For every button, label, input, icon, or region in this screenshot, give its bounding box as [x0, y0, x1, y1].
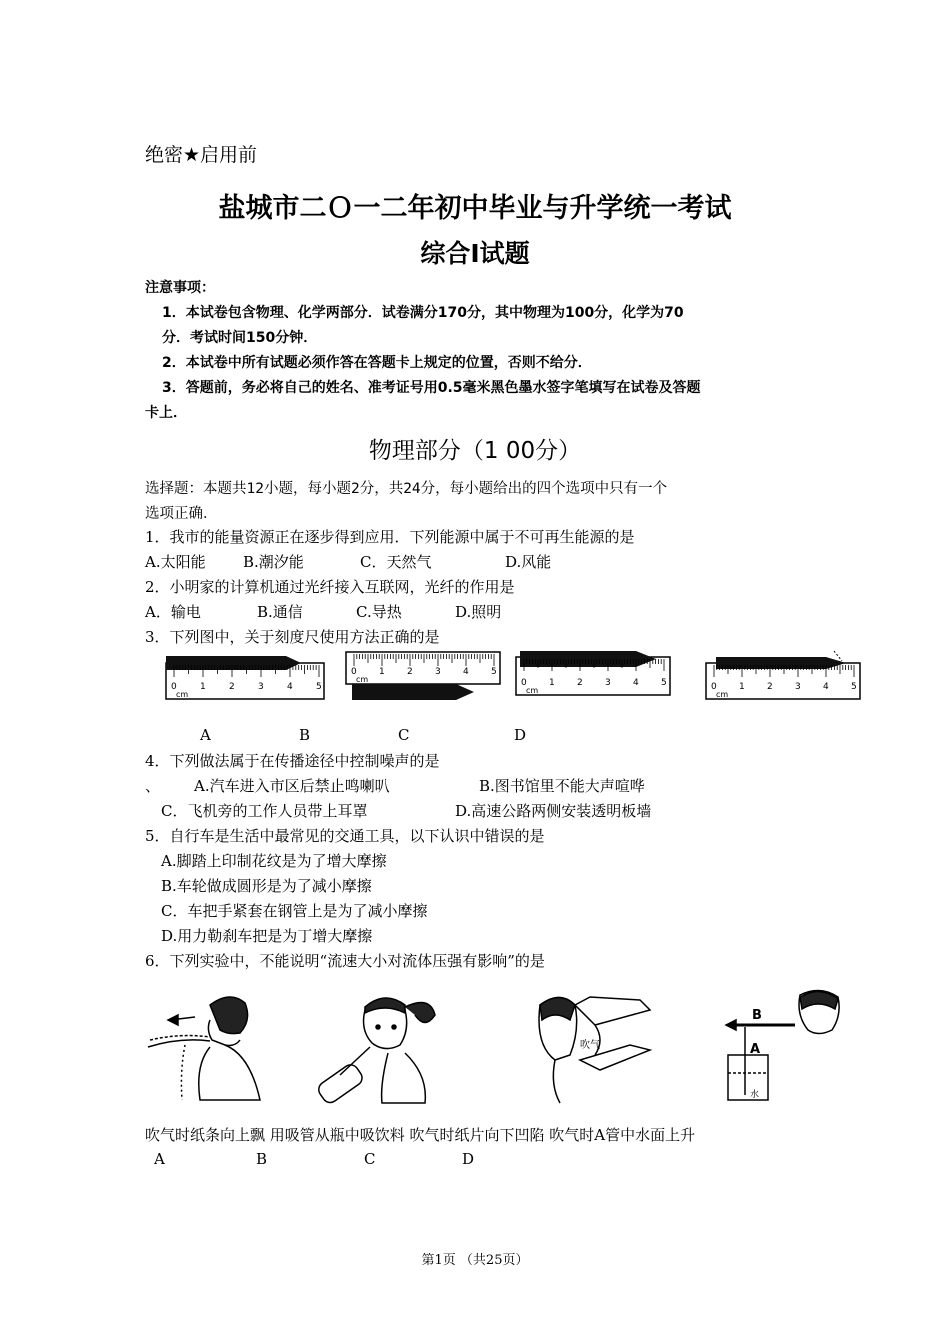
ruler-unit-label: cm	[716, 690, 729, 699]
secret-label: 绝密★启用前	[145, 144, 258, 166]
ruler-tick-label: 4	[463, 667, 469, 677]
figure-label-c: C	[398, 726, 410, 744]
ruler-unit-label: cm	[176, 690, 189, 699]
notice-line: 3．答题前，务必将自己的姓名、准考证号用0.5毫米黑色墨水签字笔填写在试卷及答题	[162, 380, 701, 396]
option-a: A.脚踏上印制花纹是为了增大摩擦	[161, 852, 387, 870]
figure-label-a: A	[154, 1150, 165, 1168]
ruler-tick-label: 5	[491, 667, 497, 677]
option-b: B.通信	[257, 603, 303, 621]
picture-b-sip-bottle	[316, 998, 435, 1106]
figure-label-c: C	[364, 1150, 376, 1168]
page-footer: 第1页 （共25页）	[421, 1253, 529, 1268]
picture-c-blow-card	[539, 997, 650, 1103]
figure-captions: 吹气时纸条向上飘 用吸管从瓶中吸饮料 吹气时纸片向下凹陷 吹气时A管中水面上升	[145, 1126, 696, 1144]
ruler-tick-label: 4	[287, 682, 293, 692]
exam-title: 盐城市二Ｏ一二年初中毕业与升学统一考试	[218, 193, 732, 224]
ruler-a	[166, 656, 324, 699]
option-b: B.车轮做成圆形是为了减小摩擦	[161, 877, 372, 895]
ruler-b	[346, 652, 500, 700]
question-stem: 2．小明家的计算机通过光纤接入互联网，光纤的作用是	[145, 578, 515, 596]
ruler-tick-label: 5	[851, 682, 857, 692]
picture-c-label: 吹气	[580, 1040, 600, 1051]
notice-line: 1．本试卷包含物理、化学两部分．试卷满分170分，其中物理为100分，化学为70	[162, 305, 684, 321]
experiment-figures	[140, 985, 850, 1110]
picture-d-label-water: 水	[750, 1090, 760, 1100]
ruler-tick-label: 5	[316, 682, 322, 692]
option-b: B.潮汐能	[243, 553, 304, 571]
option-a: A.汽车进入市区后禁止鸣喇叭	[194, 777, 390, 795]
ruler-tick-label: 0	[351, 667, 357, 677]
picture-d-label-b: B	[752, 1008, 762, 1023]
ruler-tick-label: 2	[767, 682, 773, 692]
ruler-tick-label: 2	[229, 682, 235, 692]
ruler-figures	[160, 648, 880, 710]
notice-line: 分．考试时间150分钟．	[162, 330, 318, 346]
figure-label-d: D	[462, 1150, 475, 1168]
ruler-tick-label: 0	[711, 682, 717, 692]
ruler-tick-label: 5	[661, 678, 667, 688]
ruler-tick-label: 2	[577, 678, 583, 688]
ruler-tick-label: 3	[258, 682, 264, 692]
figure-label-b: B	[256, 1150, 268, 1168]
option-c: C．车把手紧套在钢管上是为了减小摩擦	[161, 902, 428, 920]
ruler-tick-label: 3	[795, 682, 801, 692]
question-stem: 6．下列实验中，不能说明“流速大小对流体压强有影响”的是	[145, 952, 545, 970]
figure-label-a: A	[200, 726, 211, 744]
option-c: C.导热	[356, 603, 402, 621]
picture-d-tube-beaker	[726, 990, 839, 1100]
ruler-tick-label: 2	[407, 667, 413, 677]
ruler-d	[706, 651, 860, 699]
option-b: B.图书馆里不能大声喧哗	[479, 777, 645, 795]
ruler-tick-label: 4	[633, 678, 639, 688]
option-a: A．输电	[145, 603, 201, 621]
option-d: D.风能	[505, 553, 552, 571]
ruler-tick-label: 0	[171, 682, 177, 692]
stray-mark: 、	[145, 777, 161, 795]
ruler-unit-label: cm	[356, 675, 369, 684]
section-intro: 选项正确．	[145, 506, 218, 522]
ruler-unit-label: cm	[526, 686, 539, 695]
ruler-tick-label: 0	[521, 678, 527, 688]
ruler-tick-label: 1	[739, 682, 745, 692]
ruler-tick-label: 1	[200, 682, 206, 692]
notice-heading: 注意事项：	[145, 280, 215, 296]
section-intro: 选择题：本题共12小题，每小题2分，共24分，每小题给出的四个选项中只有一个	[145, 481, 668, 497]
ruler-tick-label: 1	[379, 667, 385, 677]
exam-subtitle: 综合Ⅰ试题	[420, 239, 530, 268]
option-c: C．天然气	[360, 553, 432, 571]
ruler-c	[516, 651, 670, 695]
question-stem: 5．自行车是生活中最常见的交通工具，以下认识中错误的是	[145, 827, 545, 845]
question-stem: 1．我市的能量资源正在逐步得到应用．下列能源中属于不可再生能源的是	[145, 528, 635, 546]
option-a: A.太阳能	[145, 553, 206, 571]
ruler-tick-label: 3	[435, 667, 441, 677]
option-d: D.照明	[455, 603, 502, 621]
figure-label-b: B	[299, 726, 311, 744]
ruler-tick-label: 4	[823, 682, 829, 692]
picture-a-blow-paper	[148, 997, 260, 1100]
question-stem: 3．下列图中，关于刻度尺使用方法正确的是	[145, 628, 440, 646]
question-stem: 4．下列做法属于在传播途径中控制噪声的是	[145, 752, 440, 770]
ruler-tick-label: 1	[549, 678, 555, 688]
notice-line: 卡上．	[145, 405, 187, 421]
picture-d-label-a: A	[750, 1042, 761, 1057]
ruler-tick-label: 3	[605, 678, 611, 688]
option-d: D.用力勒刹车把是为丁增大摩擦	[161, 927, 373, 945]
option-c: C．飞机旁的工作人员带上耳罩	[161, 802, 368, 820]
figure-label-d: D	[514, 726, 527, 744]
notice-line: 2．本试卷中所有试题必须作答在答题卡上规定的位置，否则不给分．	[162, 355, 592, 371]
option-d: D.高速公路两侧安装透明板墙	[455, 802, 652, 820]
section-title: 物理部分（1 00分）	[368, 438, 582, 464]
